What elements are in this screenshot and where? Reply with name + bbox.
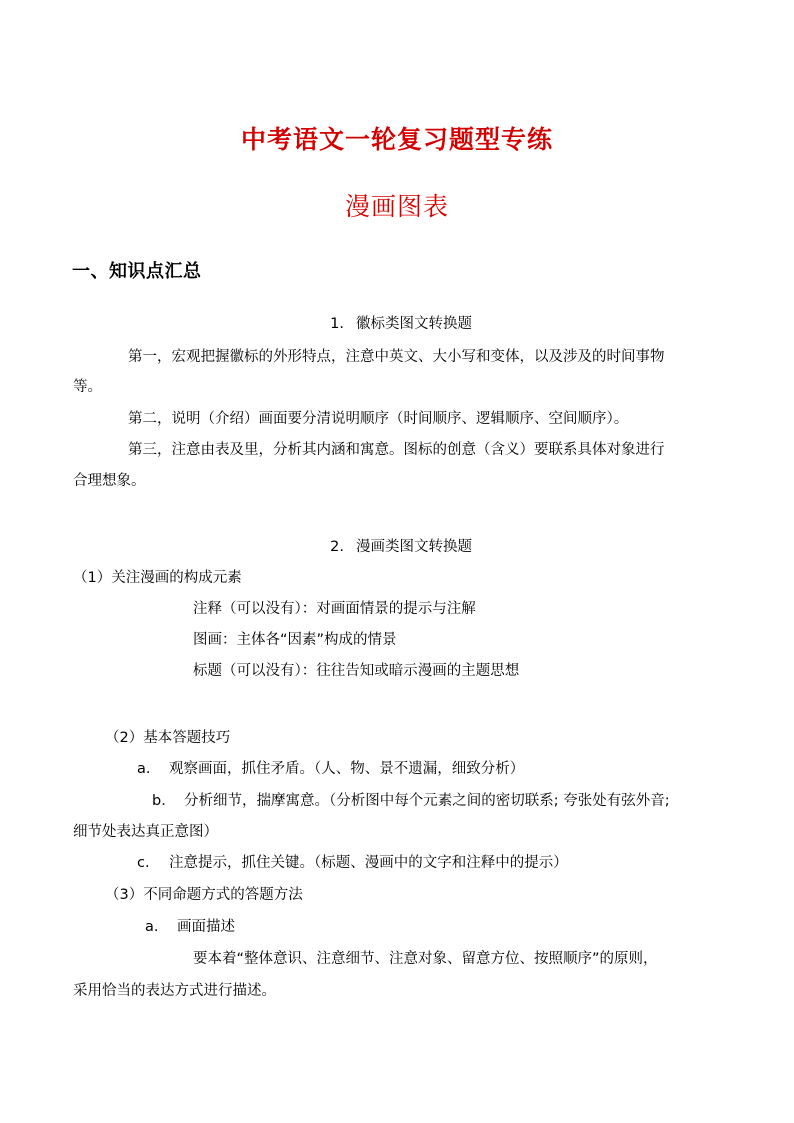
page-subtitle: 漫画图表 xyxy=(344,192,449,221)
item2-sub2-line-b-cont: 细节处表达真正意图） xyxy=(73,824,218,840)
item1-paragraph1-line2: 等。 xyxy=(73,379,102,395)
item2-number: 2. xyxy=(330,539,344,555)
item2-sub2-b-marker: b. xyxy=(152,793,166,809)
item2-sub2-line-b xyxy=(152,791,670,811)
item2-sub2-c-marker: c. xyxy=(137,855,150,871)
item2-sub2-a-marker: a. xyxy=(137,761,151,777)
item1-paragraph1-line1: 第一，宏观把握徽标的外形特点，注意中英文、大小写和变体，以及涉及的时间事物 xyxy=(128,349,665,365)
item2-heading: 漫画类图文转换题 xyxy=(356,539,472,555)
item2-sub1-line-b: 图画：主体各“因素”构成的情景 xyxy=(193,632,397,648)
item2-sub3-paragraph-line1: 要本着“整体意识、注意细节、注意对象、留意方位、按照顺序”的原则， xyxy=(193,951,658,967)
item2-sub1-line-a: 注释（可以没有）：对画面情景的提示与注解 xyxy=(193,601,476,617)
item2-sub2-b-text: 分析细节，揣摩寓意。（分析图中每个元素之间的密切联系; 夸张处有弦外音; xyxy=(184,793,670,809)
item2-sub2-line-c xyxy=(137,853,568,873)
item2-sub3-heading: （3）不同命题方式的答题方法 xyxy=(105,887,303,903)
item2-sub3-line-a xyxy=(145,917,235,937)
item2-sub3-paragraph-line2: 采用恰当的表达方式进行描述。 xyxy=(73,983,276,999)
item2-sub2-line-a xyxy=(137,759,524,779)
item2-sub2-a-text: 观察画面，抓住矛盾。（人、物、景不遗漏，细致分析） xyxy=(169,761,525,777)
item2-sub2-c-text: 注意提示，抓住关键。（标题、漫画中的文字和注释中的提示） xyxy=(169,855,568,871)
item1-heading: 徽标类图文转换题 xyxy=(356,316,472,332)
page-title: 中考语文一轮复习题型专练 xyxy=(240,125,553,154)
item1-paragraph3-line2: 合理想象。 xyxy=(73,473,146,489)
item1-heading-line xyxy=(0,314,794,334)
item2-heading-line xyxy=(0,537,794,557)
item1-paragraph2: 第二，说明（介绍）画面要分清说明顺序（时间顺序、逻辑顺序、空间顺序）。 xyxy=(128,411,629,427)
item2-sub2-heading: （2）基本答题技巧 xyxy=(105,730,231,746)
item2-sub1-heading: （1）关注漫画的构成元素 xyxy=(73,570,242,586)
item1-number: 1. xyxy=(330,316,344,332)
item1-paragraph3-line1: 第三，注意由表及里，分析其内涵和寓意。图标的创意（含义）要联系具体对象进行 xyxy=(128,442,665,458)
section-heading: 一、知识点汇总 xyxy=(72,261,202,282)
item2-sub3-a-marker: a. xyxy=(145,919,159,935)
item2-sub1-line-c: 标题（可以没有）：往往告知或暗示漫画的主题思想 xyxy=(193,663,520,679)
item2-sub3-a-text: 画面描述 xyxy=(177,919,235,935)
